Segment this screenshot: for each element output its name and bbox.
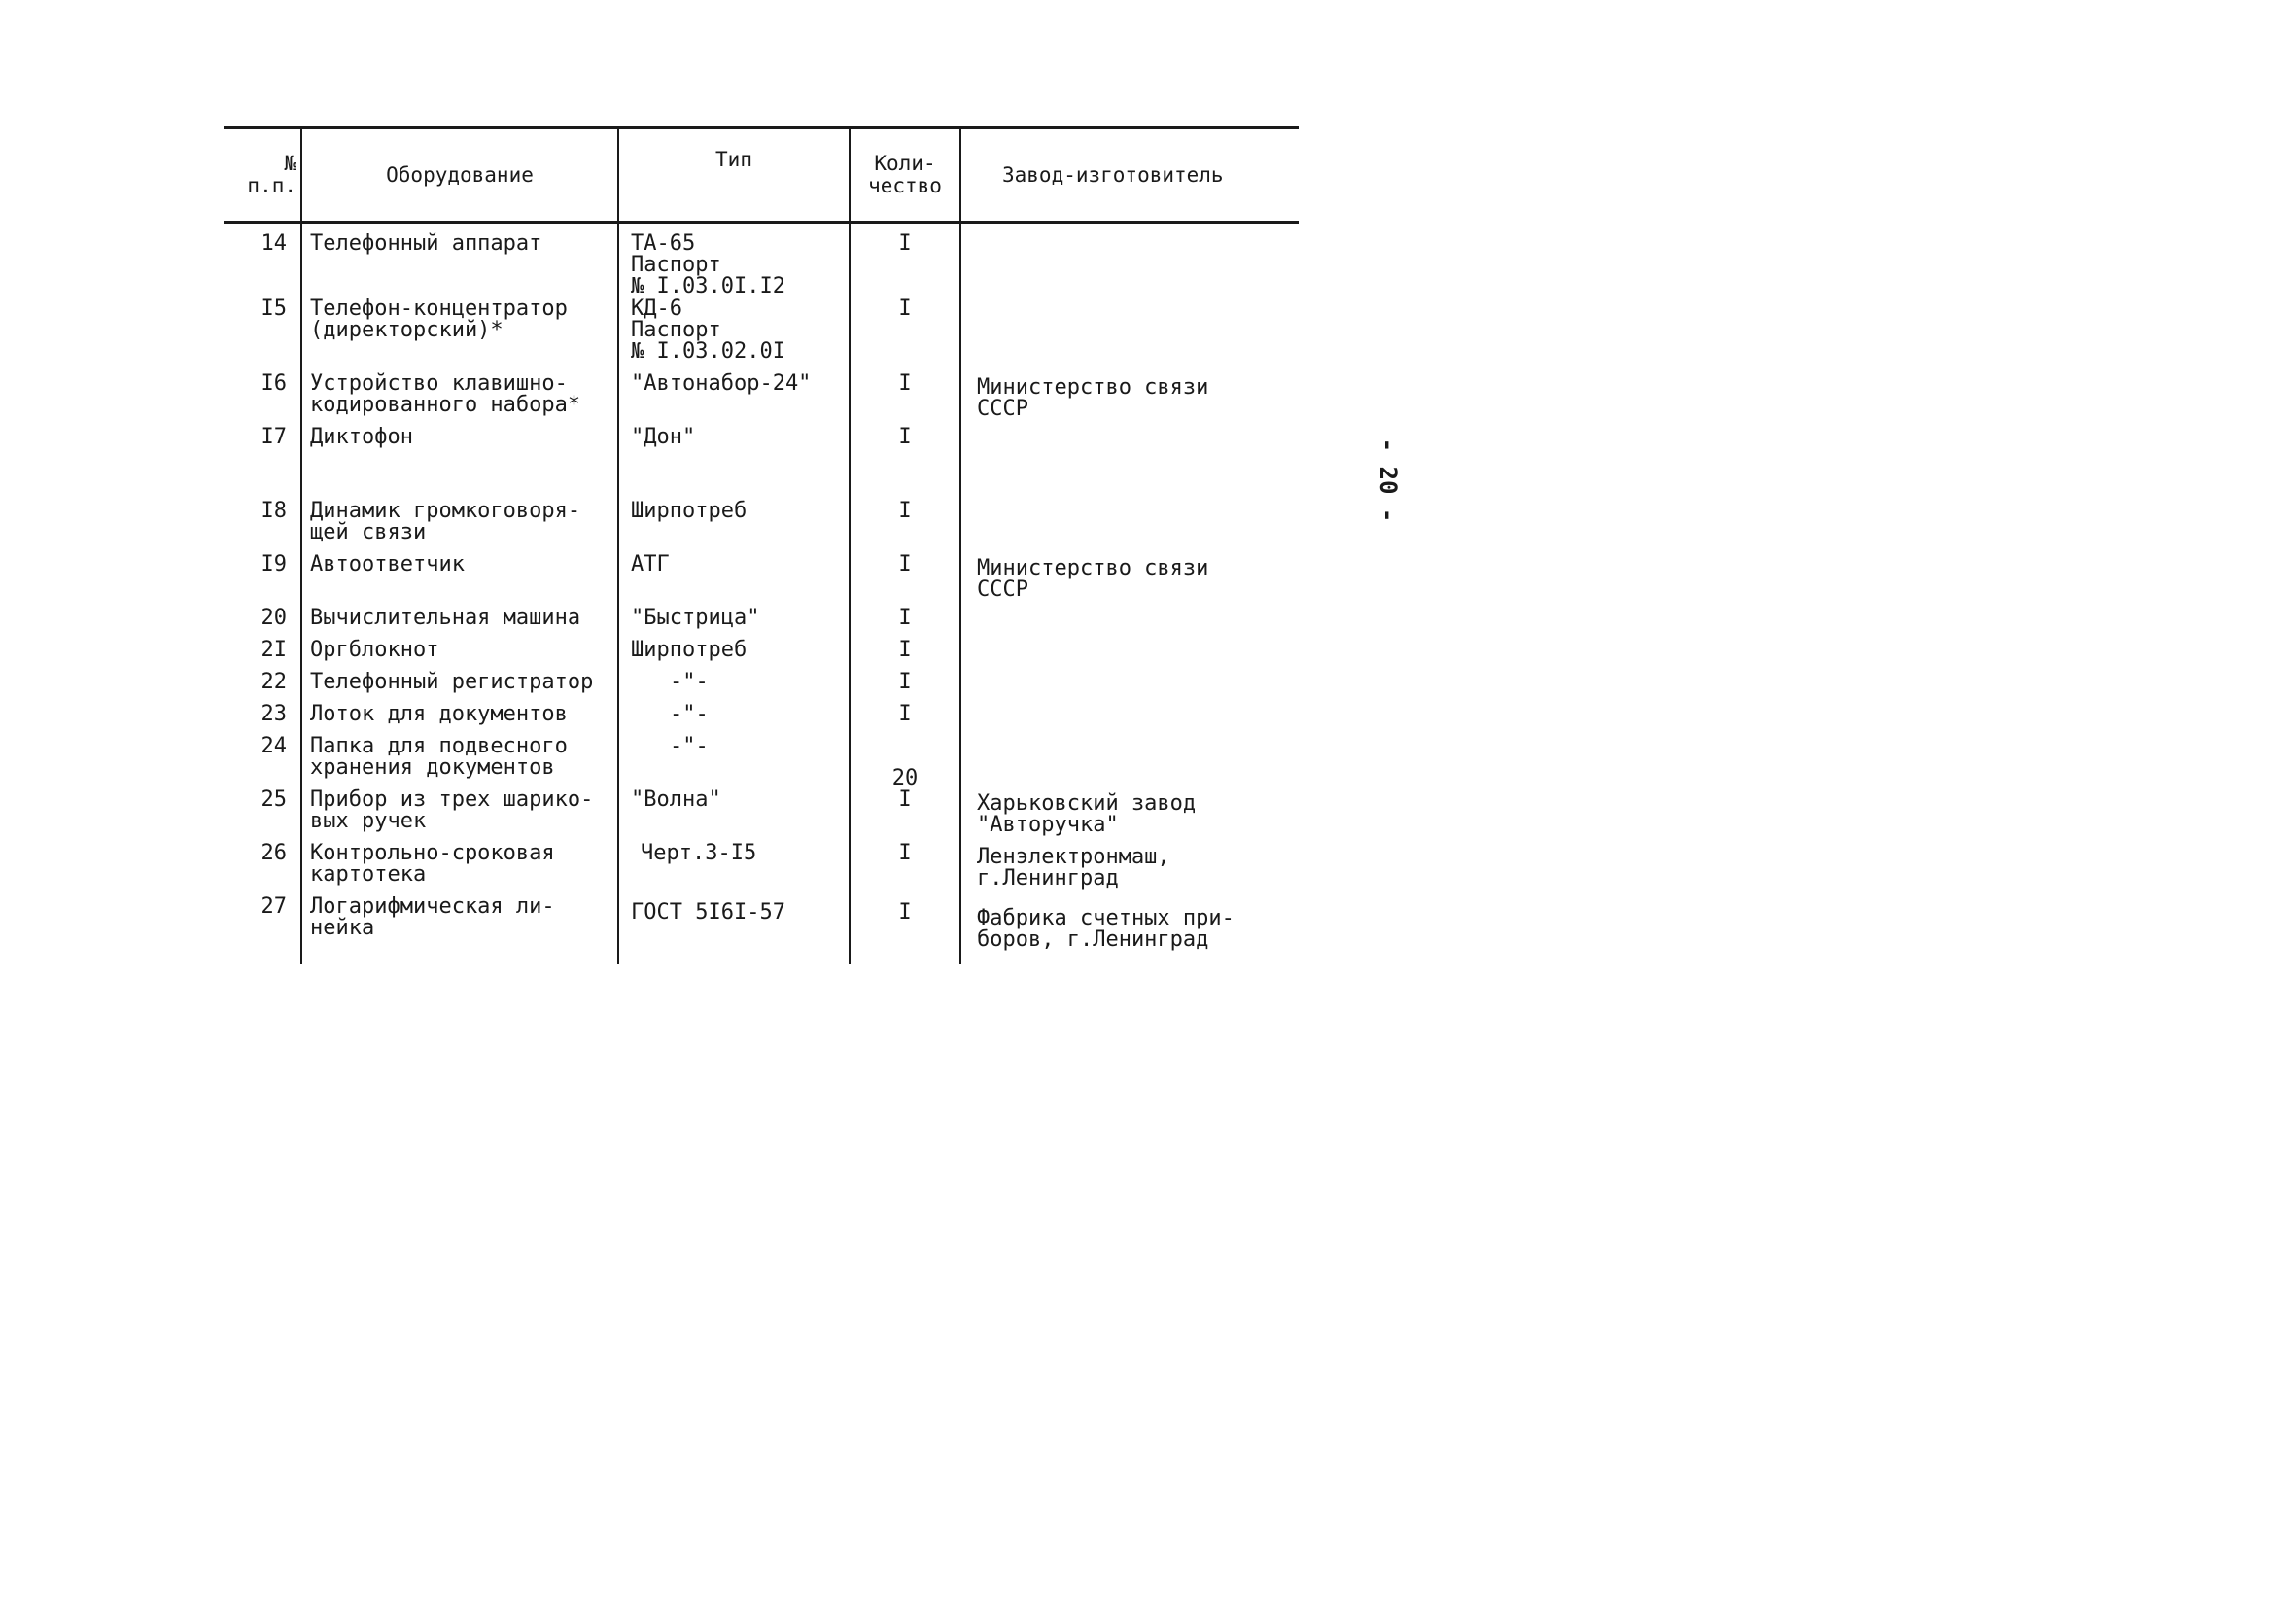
row-quantity: 20 [850, 736, 960, 789]
row-type: "Волна" [618, 789, 850, 843]
row-manufacturer: Харьковский завод "Авторучка" [960, 789, 1299, 843]
row-equipment: Логарифмическая ли- нейка [301, 896, 618, 964]
table-row [224, 640, 1299, 672]
row-equipment: Телефонный регистратор [301, 672, 618, 704]
row-quantity: I [850, 501, 960, 554]
table-row [224, 223, 1299, 298]
row-quantity: I [850, 554, 960, 608]
row-quantity: I [850, 427, 960, 501]
row-manufacturer [960, 298, 1299, 373]
row-equipment: Автоответчик [301, 554, 618, 608]
row-manufacturer: Министерство связи СССР [960, 554, 1299, 608]
row-quantity: I [850, 608, 960, 640]
row-manufacturer [960, 427, 1299, 501]
row-num: I6 [261, 370, 287, 396]
row-type: Ширпотреб [618, 640, 850, 672]
table-row [224, 843, 1299, 896]
row-equipment: Телефон-концентратор (директорский)* [301, 298, 618, 373]
row-manufacturer [960, 608, 1299, 640]
table-row [224, 298, 1299, 373]
row-type: -"- [618, 672, 850, 704]
row-manufacturer: Фабрика счетных при- боров, г.Ленинград [960, 896, 1299, 964]
table-row [224, 896, 1299, 964]
row-type: -"- [618, 736, 850, 789]
header-type: Тип [618, 128, 850, 223]
row-quantity: I [850, 896, 960, 964]
table-row [224, 608, 1299, 640]
row-num: 27 [261, 893, 287, 919]
row-num: 26 [261, 840, 287, 865]
header-manufacturer: Завод-изготовитель [960, 128, 1299, 223]
row-quantity: I [850, 373, 960, 427]
row-num: I7 [261, 424, 287, 449]
row-quantity: I [850, 789, 960, 843]
header-num: № п.п. [224, 128, 301, 223]
row-manufacturer: Министерство связи СССР [960, 373, 1299, 427]
table-row [224, 789, 1299, 843]
row-num: 14 [261, 231, 287, 256]
row-quantity: I [850, 843, 960, 896]
row-num: 24 [261, 733, 287, 758]
document-page [0, 0, 1509, 1066]
table-row [224, 704, 1299, 736]
equipment-table [224, 126, 1299, 964]
row-type: -"- [618, 704, 850, 736]
row-manufacturer [960, 736, 1299, 789]
row-manufacturer [960, 704, 1299, 736]
table-row [224, 736, 1299, 789]
row-type: Черт.3-I5 [618, 843, 850, 896]
row-equipment: Папка для подвесного хранения документов [301, 736, 618, 789]
row-num: 23 [261, 701, 287, 726]
row-num: I8 [261, 498, 287, 523]
row-manufacturer [960, 501, 1299, 554]
row-num: 2I [261, 637, 287, 662]
row-type: КД-6 Паспорт № I.03.02.0I [618, 298, 850, 373]
row-type: Ширпотреб [618, 501, 850, 554]
row-equipment: Динамик громкоговоря- щей связи [301, 501, 618, 554]
header-row [224, 128, 1299, 223]
row-quantity: I [850, 704, 960, 736]
row-manufacturer [960, 223, 1299, 298]
row-quantity: I [850, 672, 960, 704]
row-equipment: Устройство клавишно- кодированного набора* [301, 373, 618, 427]
row-manufacturer: Ленэлектронмаш, г.Ленинград [960, 843, 1299, 896]
table-row [224, 427, 1299, 501]
row-equipment: Телефонный аппарат [301, 223, 618, 298]
row-quantity: I [850, 298, 960, 373]
row-num: 20 [261, 605, 287, 630]
header-quantity: Коли- чество [850, 128, 960, 223]
row-num: I5 [261, 296, 287, 321]
row-type: ТА-65 Паспорт № I.03.0I.I2 [618, 223, 850, 298]
table-row [224, 554, 1299, 608]
row-manufacturer [960, 672, 1299, 704]
row-quantity: I [850, 640, 960, 672]
table-row [224, 672, 1299, 704]
table-row [224, 501, 1299, 554]
row-equipment: Прибор из трех шарико- вых ручек [301, 789, 618, 843]
row-num: 25 [261, 786, 287, 812]
row-equipment: Контрольно-сроковая картотека [301, 843, 618, 896]
row-type: "Автонабор-24" [618, 373, 850, 427]
row-equipment: Вычислительная машина [301, 608, 618, 640]
table-row [224, 373, 1299, 427]
header-equipment: Оборудование [301, 128, 618, 223]
row-equipment: Лоток для документов [301, 704, 618, 736]
row-num: 22 [261, 669, 287, 694]
row-type: "Дон" [618, 427, 850, 501]
row-num: I9 [261, 551, 287, 576]
page-number: - 20 - [1374, 437, 1402, 523]
row-equipment: Оргблокнот [301, 640, 618, 672]
row-type: АТГ [618, 554, 850, 608]
row-quantity: I [850, 223, 960, 298]
row-manufacturer [960, 640, 1299, 672]
row-type: ГОСТ 5I6I-57 [618, 896, 850, 964]
row-type: "Быстрица" [618, 608, 850, 640]
row-equipment: Диктофон [301, 427, 618, 501]
